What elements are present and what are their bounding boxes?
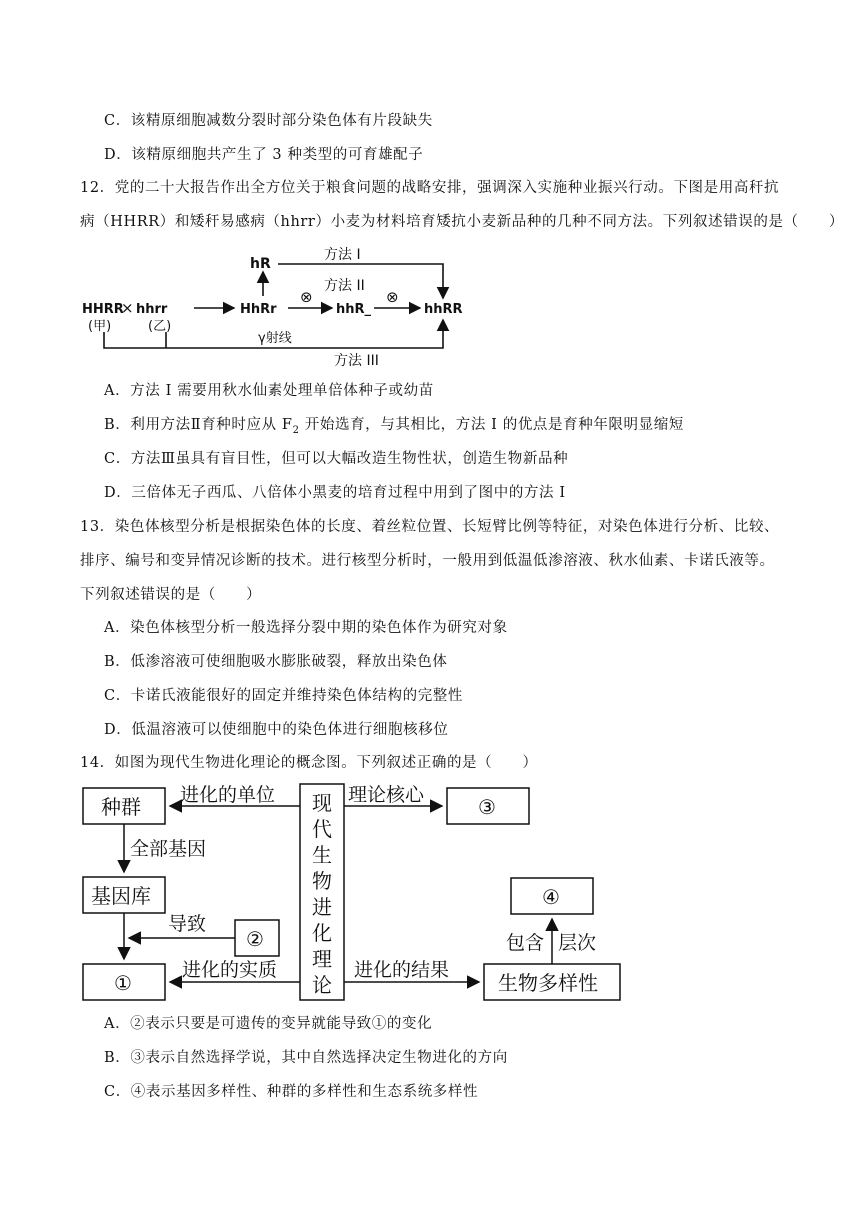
center-char: 现 — [312, 791, 332, 815]
core-label: 理论核心 — [348, 784, 425, 806]
f2-genotype: hhR_ — [336, 302, 372, 317]
parent-b-label: (乙) — [148, 319, 172, 334]
q13-stem-line-2: 排序、编号和变异情况诊断的技术。进行核型分析时，一般用到低温低渗溶液、秋水仙素、卡诺氏液等。 — [80, 553, 775, 569]
self-symbol-2: ⊗ — [386, 288, 399, 306]
center-char: 生 — [312, 843, 332, 867]
circle-3-label: ③ — [478, 795, 496, 819]
target-genotype: hhRR — [424, 302, 463, 317]
q13-option-b: B．低渗溶液可使细胞吸水膨胀破裂，释放出染色体 — [104, 654, 448, 670]
q13-option-d: D．低温溶液可以使细胞中的染色体进行细胞核移位 — [104, 722, 449, 738]
breeding-methods-diagram — [76, 244, 486, 370]
f1-genotype: HhRr — [240, 302, 277, 317]
cross-sign: × — [121, 299, 134, 317]
q11-option-c: C．该精原细胞减数分裂时部分染色体有片段缺失 — [104, 113, 433, 129]
method-1-label: 方法 I — [324, 247, 361, 263]
q13-stem-line-1: 13．染色体核型分析是根据染色体的长度、着丝粒位置、长短臂比例等特征，对染色体进行分析、比较、 — [80, 519, 780, 535]
q12-option-c: C．方法Ⅲ虽具有盲目性，但可以大幅改造生物性状，创造生物新品种 — [104, 451, 569, 467]
circle-4-label: ④ — [542, 885, 560, 909]
center-char: 进 — [312, 895, 332, 919]
circle-2-label: ② — [246, 927, 264, 951]
include-label: 包含 — [506, 932, 545, 954]
haploid-label: hR — [250, 256, 271, 272]
center-char: 物 — [312, 869, 332, 893]
self-symbol-1: ⊗ — [300, 288, 313, 306]
gene-pool-label: 基因库 — [91, 884, 151, 908]
q14-option-b: B．③表示自然选择学说，其中自然选择决定生物进化的方向 — [104, 1050, 508, 1066]
evolution-concept-map — [80, 782, 628, 1004]
biodiversity-label: 生物多样性 — [498, 971, 598, 995]
q12-option-b: B．利用方法Ⅱ育种时应从 $F_2$ 开始选育，与其相比，方法 I 的优点是育种年限明显缩短 — [104, 417, 684, 436]
center-char: 代 — [312, 817, 332, 841]
q13-stem-line-3: 下列叙述错误的是（ ） — [80, 587, 262, 603]
q12-option-a: A．方法 I 需要用秋水仙素处理单倍体种子或幼苗 — [104, 383, 434, 399]
q12-option-d: D．三倍体无子西瓜、八倍体小黑麦的培育过程中用到了图中的方法 I — [104, 485, 566, 501]
q13-option-c: C．卡诺氏液能很好的固定并维持染色体结构的完整性 — [104, 688, 463, 704]
center-char: 论 — [312, 973, 332, 997]
unit-label: 进化的单位 — [180, 784, 276, 806]
q14-option-c: C．④表示基因多样性、种群的多样性和生态系统多样性 — [104, 1084, 479, 1100]
population-label: 种群 — [101, 795, 141, 819]
q14-stem: 14．如图为现代生物进化理论的概念图。下列叙述正确的是（ ） — [80, 755, 538, 771]
method-2-label: 方法 II — [324, 278, 365, 294]
method-3-label: 方法 III — [334, 353, 379, 369]
circle-1-label: ① — [114, 971, 132, 995]
q12-stem-line-1: 12．党的二十大报告作出全方位关于粮食问题的战略安排，强调深入实施种业振兴行动。下图是用高秆抗 — [80, 180, 780, 196]
q12-stem-line-2: 病（HHRR）和矮秆易感病（hhrr）小麦为材料培育矮抗小麦新品种的几种不同方法。下列叙述错误的是（ ） — [80, 214, 844, 230]
parent-a: HHRR — [82, 302, 124, 317]
q11-option-d: D．该精原细胞共产生了 3 种类型的可育雄配子 — [104, 147, 424, 163]
center-char: 理 — [312, 947, 332, 971]
all-genes-label: 全部基因 — [130, 838, 207, 860]
level-label: 层次 — [558, 932, 597, 954]
lead-label: 导致 — [168, 913, 207, 935]
parent-a-label: (甲) — [88, 319, 112, 334]
q13-option-a: A．染色体核型分析一般选择分裂中期的染色体作为研究对象 — [104, 620, 508, 636]
parent-b: hhrr — [136, 302, 168, 317]
result-label: 进化的结果 — [354, 959, 450, 981]
radiation-label: γ射线 — [258, 331, 292, 346]
center-char: 化 — [312, 921, 332, 945]
q14-option-a: A．②表示只要是可遗传的变异就能导致①的变化 — [104, 1016, 433, 1032]
essence-label: 进化的实质 — [182, 959, 278, 981]
